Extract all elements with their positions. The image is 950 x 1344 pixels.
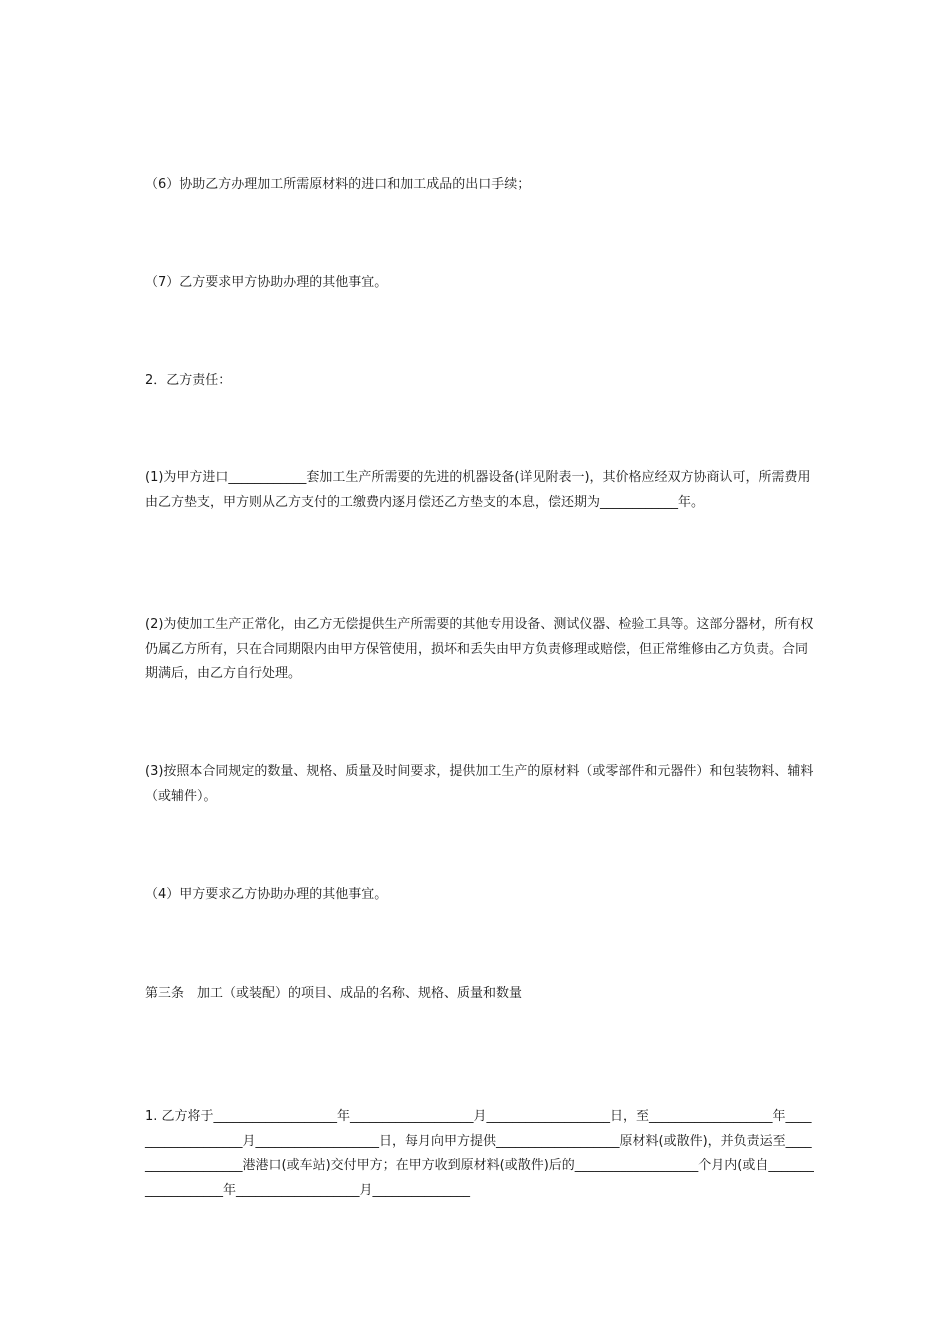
article-three-heading: 第三条 加工（或装配）的项目、成品的名称、规格、质量和数量 bbox=[145, 986, 523, 1001]
paragraph-delivery-schedule: 1. 乙方将于___________________年___________________月___________________日，至___________________年___________________月___________________日，每月向甲方提供___________________原材料(或散件)，并负责运至___________________港港口(或车站)交付甲方；在甲方收到原材料(或散件)后的___________________个月内(或自___________________年___________________月_______________ bbox=[145, 1109, 814, 1198]
paragraph-other-matters-party-a-request: （4）甲方要求乙方协助办理的其他事宜。 bbox=[145, 887, 388, 902]
paragraph-other-matters-party-b-request: （7）乙方要求甲方协助办理的其他事宜。 bbox=[145, 275, 388, 290]
paragraph-import-machinery: (1)为甲方进口____________套加工生产所需要的先进的机器设备(详见附表一)，其价格应经双方协商认可，所需费用由乙方垫支，甲方则从乙方支付的工缴费内逐月偿还乙方垫支的本息，偿还期为____________年。 bbox=[145, 470, 811, 510]
section-heading-party-b-responsibilities: 2．乙方责任： bbox=[145, 373, 232, 388]
paragraph-free-equipment: (2)为使加工生产正常化，由乙方无偿提供生产所需要的其他专用设备、测试仪器、检验工具等。这部分器材，所有权仍属乙方所有，只在合同期限内由甲方保管使用，损坏和丢失由甲方负责修理或赔偿，但正常维修由乙方负责。合同期满后，由乙方自行处理。 bbox=[145, 617, 814, 681]
paragraph-assist-import-export: （6）协助乙方办理加工所需原材料的进口和加工成品的出口手续； bbox=[145, 177, 531, 192]
paragraph-supply-materials: (3)按照本合同规定的数量、规格、质量及时间要求，提供加工生产的原材料（或零部件和元器件）和包装物料、辅料（或辅件）。 bbox=[145, 764, 814, 804]
